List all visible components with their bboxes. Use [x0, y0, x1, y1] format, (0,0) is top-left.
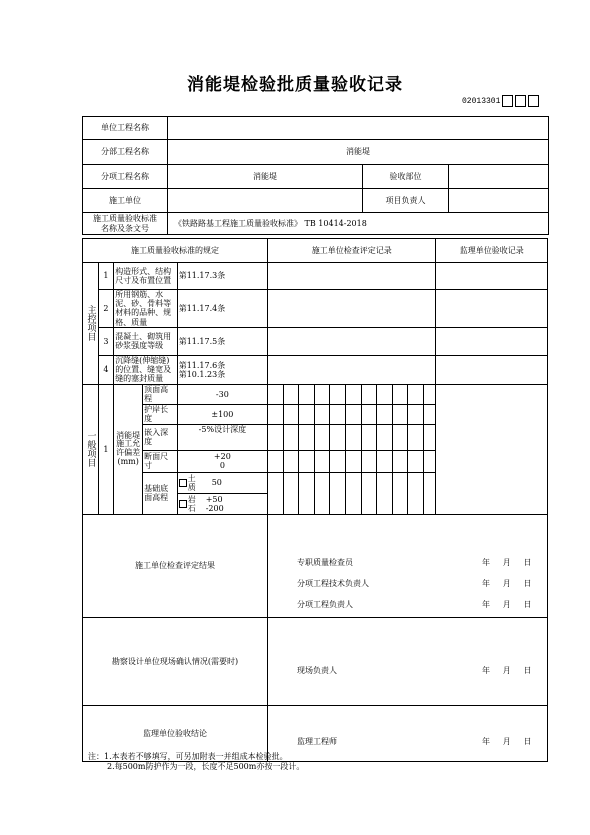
g-cell[interactable]	[423, 450, 435, 472]
construction-result-label: 施工单位检查评定结果	[83, 514, 268, 617]
g-row-2-name: 护岸长度	[143, 404, 178, 424]
mc-no-2: 2	[98, 290, 114, 328]
g-cell[interactable]	[392, 424, 408, 450]
mc-check-1[interactable]	[268, 263, 436, 290]
g-cell[interactable]	[299, 384, 315, 404]
g-cell[interactable]	[377, 424, 393, 450]
inspection-table	[82, 238, 548, 762]
supervision-label: 监理单位验收结论	[83, 705, 268, 761]
g-cell[interactable]	[361, 450, 377, 472]
g-cell[interactable]	[361, 384, 377, 404]
g-cell[interactable]	[423, 384, 435, 404]
page-title: 消能堤检验批质量验收记录	[187, 75, 403, 95]
mc-sup-4[interactable]	[436, 355, 548, 384]
item-leader-date: 年 月 日	[482, 600, 532, 609]
g-cell[interactable]	[314, 384, 330, 404]
site-leader-date: 年 月 日	[482, 666, 532, 675]
g-cell[interactable]	[283, 404, 299, 424]
g-row-2-value: ±100	[177, 404, 267, 424]
g-cell[interactable]	[330, 450, 346, 472]
g-cell[interactable]	[283, 384, 299, 404]
g-cell[interactable]	[330, 424, 346, 450]
g-cell[interactable]	[314, 404, 330, 424]
construction-unit-value[interactable]	[168, 189, 363, 213]
mc-clause-1: 第11.17.3条	[177, 263, 267, 290]
general-no: 1	[98, 384, 114, 514]
mc-clause-4: 第11.17.6条 第10.1.23条	[177, 355, 267, 384]
item-leader-label: 分项工程负责人	[297, 600, 353, 609]
g-cell[interactable]	[377, 404, 393, 424]
acceptance-part-label: 验收部位	[363, 165, 449, 189]
g-cell[interactable]	[423, 472, 435, 514]
g-cell[interactable]	[268, 384, 284, 404]
note-line-2: 2.每500m防护作为一段，长度不足500m亦按一段计。	[107, 762, 305, 771]
g-cell[interactable]	[330, 472, 346, 514]
g-cell[interactable]	[361, 424, 377, 450]
main-control-label: 主控项目	[83, 263, 99, 385]
g-cell[interactable]	[299, 450, 315, 472]
soil-value: 50	[211, 478, 222, 488]
g-cell[interactable]	[268, 424, 284, 450]
g-cell[interactable]	[299, 472, 315, 514]
g-cell[interactable]	[283, 472, 299, 514]
tech-leader-date: 年 月 日	[482, 579, 532, 588]
mc-no-1: 1	[98, 263, 114, 290]
g-row-4-name: 断面尺寸	[143, 450, 178, 472]
soil-label: 土质	[187, 473, 196, 492]
g-row-1-value: -30	[177, 384, 267, 404]
g-cell[interactable]	[377, 450, 393, 472]
g-cell[interactable]	[314, 472, 330, 514]
mc-clause-3: 第11.17.5条	[177, 327, 267, 355]
sub-project-value[interactable]: 消能堤	[168, 140, 549, 165]
rock-value: +50 -200	[205, 494, 224, 513]
supervisor-date: 年 月 日	[482, 737, 532, 746]
g-row-5-value	[177, 472, 267, 514]
tech-leader-label: 分项工程技术负责人	[297, 579, 369, 588]
item-project-value[interactable]: 消能堤	[168, 165, 363, 189]
g-cell[interactable]	[299, 404, 315, 424]
g-cell[interactable]	[392, 384, 408, 404]
construction-unit-label: 施工单位	[83, 189, 168, 213]
notes	[88, 752, 304, 772]
rock-checkbox[interactable]	[179, 500, 187, 508]
g-row-5-name: 基础底面高程	[143, 472, 178, 514]
g-cell[interactable]	[346, 424, 362, 450]
supervisor-label: 监理工程师	[297, 737, 337, 746]
g-cell[interactable]	[377, 384, 393, 404]
g-cell[interactable]	[423, 404, 435, 424]
g-cell[interactable]	[314, 424, 330, 450]
site-leader-label: 现场负责人	[297, 666, 337, 675]
form-code: 02013301	[462, 97, 501, 106]
col-construction-header: 施工单位检查评定记录	[268, 239, 436, 263]
supervision-area[interactable]	[268, 705, 548, 761]
soil-checkbox[interactable]	[179, 479, 187, 487]
g-cell[interactable]	[408, 424, 424, 450]
col-spec-header: 施工质量验收标准的规定	[83, 239, 268, 263]
g-row-1-name: 顶面高程	[143, 384, 178, 404]
g-cell[interactable]	[423, 424, 435, 450]
mc-clause-2: 第11.17.4条	[177, 290, 267, 328]
code-boxes	[502, 95, 539, 107]
g-cell[interactable]	[283, 424, 299, 450]
g-cell[interactable]	[408, 472, 424, 514]
g-cell[interactable]	[330, 384, 346, 404]
unit-project-value[interactable]	[168, 117, 549, 140]
mc-sup-1[interactable]	[436, 263, 548, 290]
mc-text-3: 混凝土、砌筑用砂浆强度等级	[114, 327, 178, 355]
note-line-1: 注：1.本表若不够填写，可另加附表一并组成本检验批。	[88, 752, 288, 761]
g-cell[interactable]	[283, 450, 299, 472]
unit-project-label: 单位工程名称	[83, 117, 168, 140]
g-row-3-value: -5%设计深度	[177, 424, 267, 450]
general-label: 一般项目	[83, 384, 99, 514]
g-cell[interactable]	[408, 384, 424, 404]
mc-text-2: 所用钢筋、水泥、砂、骨料等材料的品种、规格、质量	[114, 290, 178, 328]
g-cell[interactable]	[408, 404, 424, 424]
g-cell[interactable]	[346, 384, 362, 404]
standard-value: 《铁路路基工程施工质量验收标准》 TB 10414-2018	[168, 213, 549, 235]
g-cell[interactable]	[346, 450, 362, 472]
g-cell[interactable]	[361, 404, 377, 424]
sub-project-label: 分部工程名称	[83, 140, 168, 165]
mc-sup-2[interactable]	[436, 290, 548, 328]
g-cell[interactable]	[314, 450, 330, 472]
g-cell[interactable]	[392, 472, 408, 514]
project-leader-value[interactable]	[449, 189, 549, 213]
rock-label: 岩石	[187, 494, 196, 513]
g-cell[interactable]	[330, 404, 346, 424]
survey-label: 勘察设计单位现场确认情况(需要时)	[83, 617, 268, 705]
g-cell[interactable]	[268, 472, 284, 514]
inspector-date: 年 月 日	[482, 558, 532, 567]
mc-check-2[interactable]	[268, 290, 436, 328]
acceptance-part-value[interactable]	[449, 165, 549, 189]
g-cell[interactable]	[392, 404, 408, 424]
header-table	[82, 116, 549, 235]
mc-sup-3[interactable]	[436, 327, 548, 355]
project-leader-label: 项目负责人	[363, 189, 449, 213]
g-cell[interactable]	[408, 450, 424, 472]
g-cell[interactable]	[377, 472, 393, 514]
g-cell[interactable]	[346, 404, 362, 424]
g-row-4-value: +20 0	[177, 450, 267, 472]
g-row-3-name: 嵌入深度	[143, 424, 178, 450]
g-cell[interactable]	[361, 472, 377, 514]
col-supervision-header: 监理单位验收记录	[436, 239, 548, 263]
g-cell[interactable]	[299, 424, 315, 450]
g-sup[interactable]	[436, 384, 548, 514]
g-cell[interactable]	[392, 450, 408, 472]
g-cell[interactable]	[346, 472, 362, 514]
inspector-label: 专职质量检查员	[297, 558, 353, 567]
standard-label: 施工质量验收标准 名称及条文号	[83, 213, 168, 235]
survey-area[interactable]	[268, 617, 548, 705]
mc-no-3: 3	[98, 327, 114, 355]
mc-text-4: 沉降缝(伸缩缝)的位置、缝宽及缝的塞封质量	[114, 355, 178, 384]
mc-no-4: 4	[98, 355, 114, 384]
g-cell[interactable]	[268, 404, 284, 424]
g-cell[interactable]	[268, 450, 284, 472]
item-project-label: 分项工程名称	[83, 165, 168, 189]
mc-check-3[interactable]	[268, 327, 436, 355]
mc-text-1: 构造形式、结构尺寸及布置位置	[114, 263, 178, 290]
mc-check-4[interactable]	[268, 355, 436, 384]
general-group-label: 消能堤施工允许偏差(mm)	[114, 384, 143, 514]
